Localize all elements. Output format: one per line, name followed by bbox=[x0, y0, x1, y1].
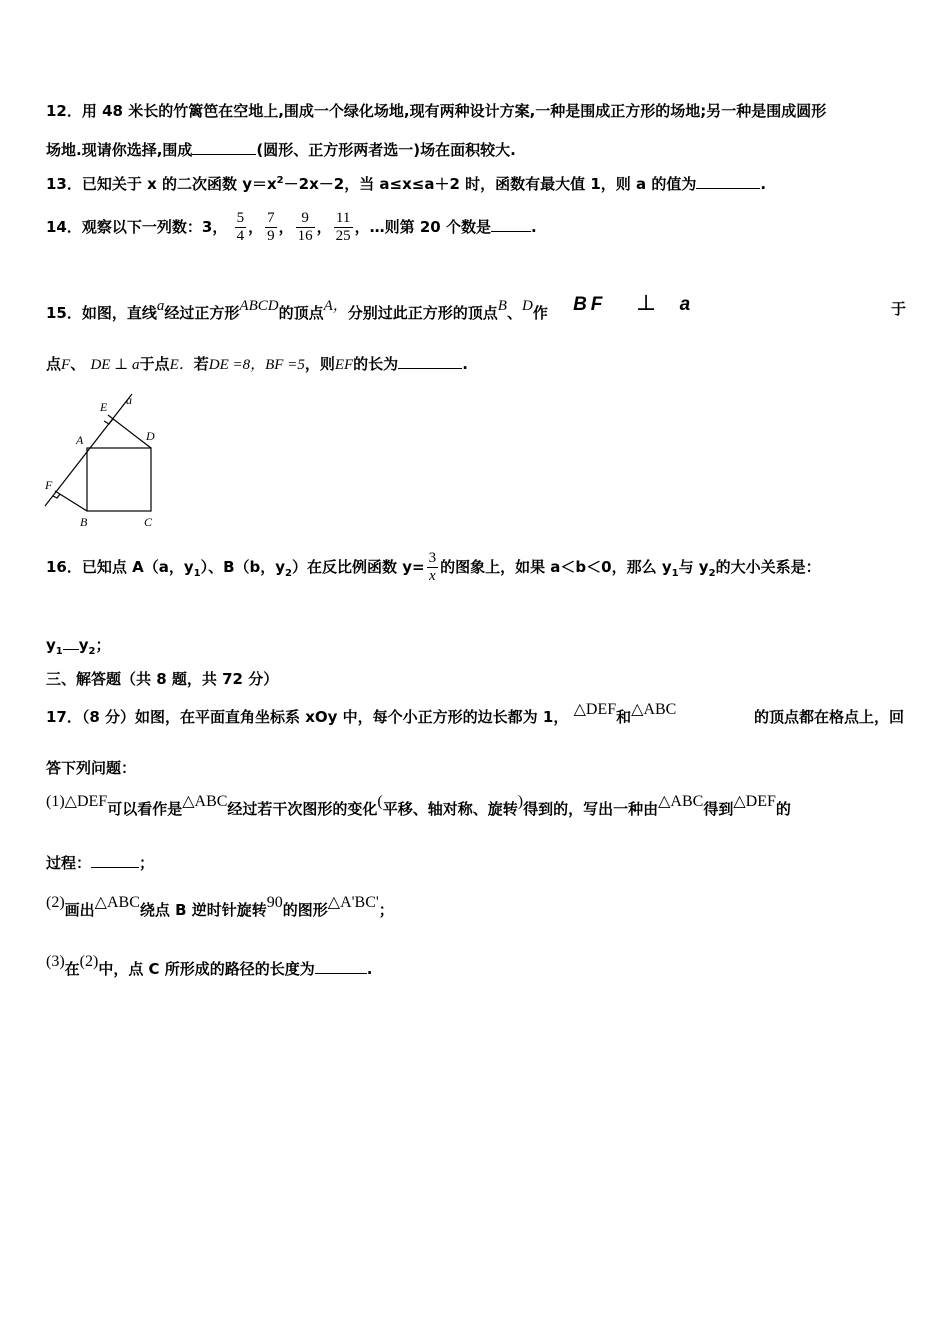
q12-number: 12． bbox=[46, 102, 82, 120]
q17-text: 中，点 C 所形成的路径的长度为 bbox=[98, 960, 315, 978]
q17-part1-line1 bbox=[46, 793, 904, 819]
q14-text-b: …则第 20 个数是 bbox=[369, 218, 491, 236]
section-3-heading: 三、解答题（共 8 题，共 72 分） bbox=[46, 670, 279, 688]
q16-text: ； bbox=[95, 636, 111, 654]
figure-label-b: B bbox=[80, 515, 88, 529]
figure-label-a: A bbox=[76, 433, 84, 447]
q16-line1 bbox=[46, 550, 821, 585]
q15-point-d: D bbox=[521, 298, 533, 314]
q13-exponent: 2 bbox=[276, 175, 284, 186]
q16-text: 已知点 A（a，y bbox=[81, 558, 194, 576]
figure-segment-de bbox=[108, 415, 151, 448]
q16-answer-blank[interactable] bbox=[63, 649, 79, 650]
q17-part3-line bbox=[46, 953, 373, 979]
figure-label-c: C bbox=[144, 515, 153, 529]
q16-text: 的图象上，如果 a＜b＜0，那么 y bbox=[440, 558, 672, 576]
q14-fraction-1: $\frac{5}{4}$ bbox=[236, 210, 245, 244]
q12-line2 bbox=[46, 139, 516, 160]
q14-sep: ， bbox=[248, 218, 264, 236]
q12-answer-blank[interactable] bbox=[192, 154, 256, 155]
q16-line2 bbox=[46, 634, 111, 657]
q15-text: 于点 bbox=[139, 355, 170, 373]
q12-text1: 用 48 米长的竹篱笆在空地上,围成一个绿化场地,现有两种设计方案,一种是围成正方形的场地;另一种是围成圆形 bbox=[81, 102, 827, 120]
q17-text: 在 bbox=[64, 960, 80, 978]
q17-triangle-abc: △ABC bbox=[182, 793, 228, 810]
q15-text: 的长为 bbox=[353, 355, 399, 373]
q15-line-a: a bbox=[156, 298, 165, 314]
q13-text-b: －2x－2，当 a≤x≤a＋2 时，函数有最大值 1，则 a 的值为 bbox=[283, 175, 697, 193]
q15-number: 15． bbox=[46, 304, 82, 322]
q14-answer-blank[interactable] bbox=[491, 231, 531, 232]
q17-text: 得到 bbox=[703, 800, 734, 818]
q15-point-b: B bbox=[497, 298, 507, 314]
q14-sep: ， bbox=[278, 218, 294, 236]
q17-text: 和 bbox=[616, 708, 632, 726]
q17-text: . bbox=[366, 960, 373, 978]
q15-line2 bbox=[46, 353, 468, 374]
q17-triangle-abc: △ABC bbox=[658, 793, 704, 810]
q16-text: ）、B（b，y bbox=[200, 558, 286, 576]
q16-text: 与 y bbox=[678, 558, 709, 576]
q15-point-a: A， bbox=[323, 298, 348, 314]
q15-condition: DE =8，BF =5 bbox=[208, 357, 305, 373]
q17-angle-90: 90 bbox=[266, 894, 283, 911]
q15-text: 若 bbox=[193, 355, 209, 373]
q17-text: 过程： bbox=[46, 854, 92, 872]
q15-text: 如图，直线 bbox=[81, 304, 157, 322]
q16-text: y bbox=[46, 636, 56, 654]
q15-text: 于 bbox=[890, 300, 906, 318]
q14-number: 14． bbox=[46, 218, 82, 236]
q13-answer-blank[interactable] bbox=[696, 188, 760, 189]
q15-perp-symbol: ⊥ bbox=[635, 290, 657, 315]
figure-label-f: F bbox=[45, 478, 53, 492]
figure-square bbox=[87, 448, 151, 511]
q17-triangle-abc: △ABC bbox=[631, 701, 677, 718]
figure-right-angle-e bbox=[104, 419, 113, 424]
q15-text: 作 bbox=[532, 304, 548, 322]
q14-fraction-2: $\frac{7}{9}$ bbox=[267, 210, 275, 244]
q14-fraction-4: $\frac{11}{25}$ bbox=[335, 210, 351, 244]
q14-sep: ， bbox=[316, 218, 332, 236]
q15-figure bbox=[40, 390, 180, 535]
q15-text: ，则 bbox=[304, 355, 335, 373]
figure-label-e: E bbox=[100, 400, 108, 414]
q15-text: 、 bbox=[506, 304, 522, 322]
q13-line bbox=[46, 173, 766, 194]
q15-text: 、 bbox=[70, 355, 86, 373]
q17-triangle-def: △DEF bbox=[733, 793, 776, 810]
q16-sub: 1 bbox=[55, 646, 63, 657]
q15-text: 的顶点 bbox=[278, 304, 324, 322]
q16-text: y bbox=[78, 636, 89, 654]
q17-triangle-def: △DEF bbox=[64, 793, 108, 810]
q14-line bbox=[46, 210, 537, 245]
q14-fraction-3: $\frac{9}{16}$ bbox=[297, 210, 313, 244]
q17-text: 绕点 B 逆时针旋转 bbox=[139, 901, 267, 919]
q15-bf: BF bbox=[573, 294, 607, 315]
q17-part2-label: (2) bbox=[46, 894, 65, 911]
q16-sub: 1 bbox=[671, 568, 679, 579]
q16-text: 的大小关系是： bbox=[715, 558, 821, 576]
q17-triangle-def: △DEF bbox=[573, 701, 617, 718]
q13-text-a: 已知关于 x 的二次函数 y＝x bbox=[81, 175, 277, 193]
q15-text: 经过正方形 bbox=[164, 304, 240, 322]
q17-triangle-abc-prime: △A'BC' bbox=[327, 894, 379, 911]
figure-label-d: D bbox=[146, 429, 155, 443]
q17-part1-label: (1) bbox=[46, 793, 65, 810]
q16-text: ）在反比例函数 y= bbox=[292, 558, 425, 576]
q14-end: . bbox=[530, 218, 537, 236]
q17-triangle-abc: △ABC bbox=[94, 894, 140, 911]
q17-text: 平移、轴对称、旋转 bbox=[382, 800, 518, 818]
q15-text: 分别过此正方形的顶点 bbox=[347, 304, 498, 322]
q16-sub: 2 bbox=[708, 568, 716, 579]
q14-text-a: 观察以下一列数：3， bbox=[81, 218, 228, 236]
q14-sep: ， bbox=[354, 218, 370, 236]
q16-sub: 2 bbox=[285, 568, 292, 579]
q16-fraction: $\frac{3}{x}$ bbox=[428, 550, 437, 584]
q17-text: （8 分）如图，在平面直角坐标系 xOy 中，每个小正方形的边长都为 1， bbox=[81, 708, 569, 726]
figure-line-a bbox=[45, 394, 132, 506]
q17-part1-line2 bbox=[46, 852, 154, 873]
q15-point-e: E． bbox=[169, 357, 194, 373]
q15-point-f: F bbox=[61, 357, 71, 373]
q13-end: . bbox=[760, 175, 767, 193]
q17-line1 bbox=[46, 701, 904, 727]
q17-text: 可以看作是 bbox=[107, 800, 183, 818]
q17-text: 的顶点都在格点上，回 bbox=[753, 708, 904, 726]
q15-de-perp-a: DE ⊥ a bbox=[90, 357, 140, 373]
q16-sub: 2 bbox=[88, 646, 96, 657]
q17-part3-answer-blank[interactable] bbox=[315, 973, 367, 974]
q17-text: 经过若干次图形的变化 bbox=[227, 800, 378, 818]
q17-part-ref: (2) bbox=[79, 953, 99, 970]
q12-text2b: (圆形、正方形两者选一)场在面积较大. bbox=[256, 141, 516, 159]
q16-number: 16． bbox=[46, 558, 82, 576]
q15-segment-ef: EF bbox=[334, 357, 354, 373]
q17-text: 得到的，写出一种由 bbox=[523, 800, 659, 818]
q12-line1 bbox=[46, 100, 826, 121]
q15-square-abcd: ABCD bbox=[239, 298, 279, 314]
q15-line1 bbox=[46, 290, 906, 324]
q17-line2: 答下列问题： bbox=[46, 759, 137, 777]
q15-a: a bbox=[679, 294, 695, 315]
q17-part1-answer-blank[interactable] bbox=[91, 867, 139, 868]
q15-answer-blank[interactable] bbox=[398, 368, 462, 369]
q17-text: 的图形 bbox=[282, 901, 328, 919]
q13-number: 13． bbox=[46, 175, 82, 193]
q17-text: ( bbox=[377, 793, 383, 810]
q17-text: ； bbox=[139, 854, 155, 872]
q17-text: ； bbox=[378, 901, 394, 919]
q17-part3-label: (3) bbox=[46, 953, 65, 970]
q15-end: . bbox=[462, 355, 468, 373]
q17-text: 的 bbox=[775, 800, 791, 818]
q17-number: 17． bbox=[46, 708, 82, 726]
q15-text: 点 bbox=[46, 355, 62, 373]
q16-sub: 1 bbox=[193, 568, 201, 579]
q12-text2a: 场地.现请你选择,围成 bbox=[46, 141, 193, 159]
q17-text: 画出 bbox=[64, 901, 95, 919]
figure-label-a-line: a bbox=[126, 393, 132, 407]
q17-part2-line bbox=[46, 894, 394, 920]
q17-text: ) bbox=[517, 793, 524, 810]
